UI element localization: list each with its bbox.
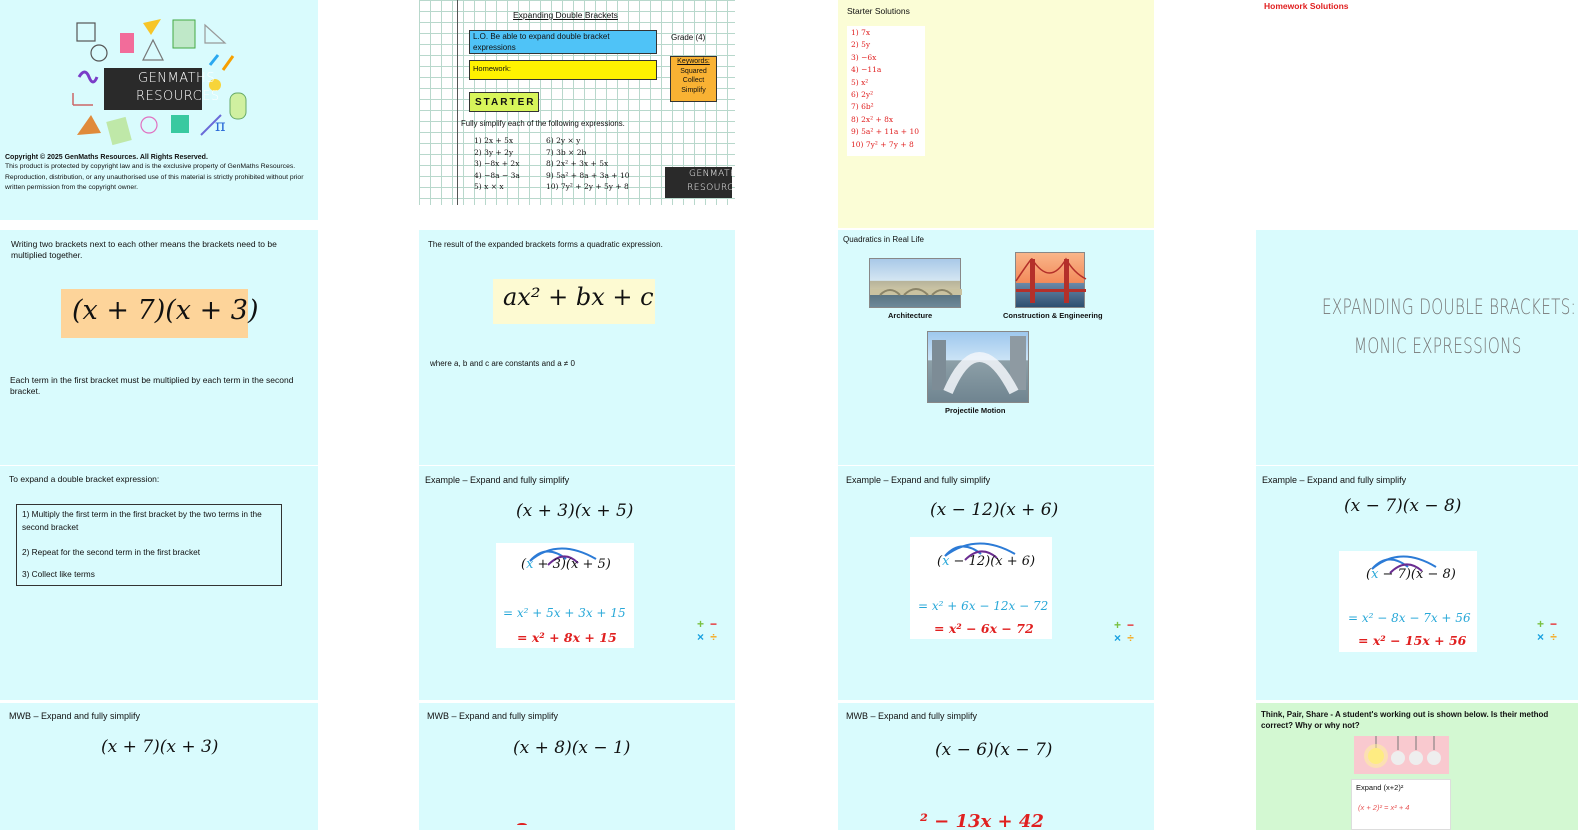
solution-item: 10) 7y² + 7y + 8: [851, 139, 914, 149]
mwb-title: MWB – Expand and fully simplify: [427, 711, 559, 721]
times-icon: ×: [1536, 630, 1544, 644]
question-item: 4) −8a − 3a: [474, 170, 520, 180]
working-line-1: = x² + 5x + 3x + 15: [503, 606, 626, 620]
method-slide: [0, 466, 318, 700]
mwb-slide-1: [0, 703, 318, 830]
mwb-answer-fragment: [517, 823, 527, 827]
mwb-question: (x + 8)(x − 1): [513, 738, 631, 758]
question-item: 3) −8x + 2x: [474, 159, 520, 168]
divide-icon: ÷: [1127, 631, 1134, 645]
method-intro: To expand a double bracket expression:: [9, 474, 160, 484]
student-work-title: Expand (x+2)²: [1356, 783, 1404, 792]
example-slide-3: [1256, 466, 1578, 700]
working-expression: (x + 3)(x + 5): [521, 557, 611, 572]
svg-text:π: π: [215, 116, 226, 135]
caption-projectile: Projectile Motion: [945, 406, 1006, 415]
homework-solutions-title: Homework Solutions: [1264, 1, 1349, 11]
mwb-partial-answer: ² − 13x + 42: [920, 811, 1044, 832]
solution-item: 4) −11a: [851, 65, 882, 75]
keywords-title: Keywords:: [677, 58, 710, 65]
title-line-1: EXPANDING DOUBLE BRACKETS:: [1322, 295, 1577, 319]
homework-label: Homework:: [473, 64, 511, 73]
minus-icon: −: [1549, 617, 1557, 631]
solution-item: 1) 7x: [851, 28, 871, 37]
solutions-list: [847, 26, 925, 156]
keywords-box: [670, 56, 717, 102]
homework-solutions-slide: [1256, 0, 1578, 228]
starter-solutions-slide: [838, 0, 1154, 228]
working-first-term: x: [942, 554, 950, 569]
fountain-photo: [927, 331, 1029, 403]
keyword-item: Collect: [682, 77, 705, 84]
working-rest: − 7)(x − 8): [1378, 567, 1456, 582]
cover-logo: [104, 68, 220, 110]
starter-slide: [419, 0, 747, 205]
cover-logo-line1: GENMATHS: [138, 71, 216, 86]
plus-icon: +: [1536, 617, 1544, 631]
working-line-1: = x² − 8x − 7x + 56: [1348, 611, 1471, 625]
working-rest: − 12)(x + 6): [949, 554, 1036, 569]
working-line-2: = x² − 6x − 72: [934, 621, 1034, 636]
cover-logo-line2: RESOURCES: [136, 89, 220, 104]
quadratic-text-1: The result of the expanded brackets forms a quadratic expression.: [428, 240, 663, 249]
operators-icon: [1534, 618, 1560, 644]
example-title: Example – Expand and fully simplify: [1262, 475, 1407, 485]
working-expression: (x − 12)(x + 6): [937, 554, 1036, 569]
caption-architecture: Architecture: [888, 311, 933, 320]
caption-construction: Construction & Engineering: [1003, 311, 1103, 320]
solution-item: 7) 6b²: [851, 102, 874, 112]
starter-title: Expanding Double Brackets: [513, 10, 618, 20]
real-life-title: Quadratics in Real Life: [843, 235, 924, 244]
divide-icon: ÷: [710, 630, 717, 644]
divide-icon: ÷: [1550, 630, 1557, 644]
method-step-1: 1) Multiply the first term in the first bracket by the two terms in the second bracket: [22, 509, 262, 532]
starter-questions-right: [546, 135, 630, 193]
student-work-line: (x + 2)² = x² + 4: [1358, 803, 1410, 812]
question-item: 8) 2x² + 3x + 5x: [546, 159, 609, 168]
question-item: 2) 3y + 2y: [474, 147, 514, 157]
real-life-slide: [838, 230, 1154, 465]
copyright-title: Copyright © 2025 GenMaths Resources. All Rights Reserved.: [5, 154, 208, 161]
question-item: 1) 2x + 5x: [474, 136, 514, 145]
plus-icon: +: [696, 617, 704, 631]
title-slide: [1256, 230, 1578, 465]
golden-gate-photo: [1015, 252, 1085, 308]
example-title: Example – Expand and fully simplify: [425, 475, 570, 485]
operators-icon: [694, 618, 720, 644]
starter-logo-line2: RESOURCES: [687, 183, 747, 193]
working-line-1: = x² + 6x − 12x − 72: [918, 599, 1049, 613]
keyword-item: Simplify: [681, 86, 706, 94]
title-line-2: MONIC EXPRESSIONS: [1354, 334, 1522, 358]
minus-icon: −: [709, 617, 717, 631]
working-rest: + 3)(x + 5): [533, 557, 611, 572]
starter-questions-left: [474, 135, 520, 193]
solution-item: 6) 2y²: [851, 90, 874, 100]
starter-solutions-title: Starter Solutions: [847, 6, 910, 16]
mwb-title: MWB – Expand and fully simplify: [9, 711, 141, 721]
example-slide-1: [419, 466, 735, 700]
mwb-title: MWB – Expand and fully simplify: [846, 711, 978, 721]
example-slide-2: [838, 466, 1154, 700]
student-work-card: [1351, 779, 1451, 830]
example-question: (x + 3)(x + 5): [516, 501, 634, 521]
mwb-slide-2: [419, 703, 735, 830]
example-question: (x − 7)(x − 8): [1344, 496, 1462, 516]
operators-icon: [1111, 619, 1137, 645]
intro-expression: (x + 7)(x + 3): [72, 295, 259, 326]
minus-icon: −: [1126, 618, 1134, 632]
mwb-question: (x − 6)(x − 7): [935, 740, 1053, 760]
quadratic-slide: [419, 230, 735, 465]
starter-margin-line: [457, 0, 458, 205]
method-step-2: 2) Repeat for the second term in the first bracket: [22, 547, 201, 557]
starter-label-box: [469, 92, 539, 112]
working-line-2: = x² + 8x + 15: [517, 630, 617, 645]
starter-label: STARTER: [475, 97, 536, 108]
question-item: 7) 3b × 2b: [546, 147, 587, 157]
working-first-term: x: [1371, 567, 1379, 582]
quadratic-text-2: where a, b and c are constants and a ≠ 0: [430, 359, 575, 368]
starter-logo-line1: GENMATHS: [689, 169, 744, 179]
think-pair-share-slide: [1256, 703, 1578, 830]
lightbulb-icon: [1354, 736, 1449, 774]
grade-label: Grade (4): [671, 33, 706, 42]
starter-logo: [665, 167, 747, 198]
solution-item: 2) 5y: [851, 40, 871, 50]
intro-text-2: Each term in the first bracket must be multiplied by each term in the second bracket.: [10, 375, 294, 396]
lo-text: L.O. Be able to expand double bracket expressions: [473, 32, 610, 52]
quadratic-formula: ax² + bx + c: [503, 283, 654, 311]
example-question: (x − 12)(x + 6): [930, 500, 1059, 520]
example-title: Example – Expand and fully simplify: [846, 475, 991, 485]
lo-box: [469, 30, 657, 54]
question-item: 9) 5a² + 8a + 3a + 10: [546, 170, 630, 180]
solution-item: 3) −6x: [851, 52, 877, 62]
mwb-slide-3: [838, 703, 1154, 830]
lightbulbs-image: [1354, 736, 1449, 774]
question-item: 10) 7y² + 2y + 5y + 8: [546, 182, 629, 191]
working-expression: (x − 7)(x − 8): [1366, 567, 1456, 582]
question-item: 5) x × x: [474, 182, 504, 191]
times-icon: ×: [1113, 631, 1121, 645]
tps-text: Think, Pair, Share - A student's working out is shown below. Is their method correct? Why or why not?: [1261, 710, 1549, 730]
solution-item: 8) 2x² + 8x: [851, 114, 894, 124]
method-step-3: 3) Collect like terms: [22, 569, 95, 579]
homework-box: [469, 60, 657, 80]
times-icon: ×: [696, 630, 704, 644]
question-item: 6) 2y × y: [546, 136, 581, 145]
plus-icon: +: [1113, 618, 1121, 632]
starter-instruction: Fully simplify each of the following expressions.: [461, 119, 625, 128]
intro-text-1: Writing two brackets next to each other means the brackets need to be multiplied together.: [11, 239, 277, 260]
bridge-photo: [869, 258, 961, 308]
keyword-item: Squared: [680, 67, 707, 75]
copyright-body: This product is protected by copyright law and is the exclusive property of GenMaths Resources. Reproduction, distribution, or any unauthorised use of this material is strictly prohibited without prior written permission from the copyright owner.: [5, 163, 304, 191]
cover-slide: [0, 0, 318, 220]
mwb-question: (x + 7)(x + 3): [101, 737, 219, 757]
solution-item: 9) 5a² + 11a + 10: [851, 127, 919, 137]
intro-slide: [0, 230, 318, 465]
working-line-2: = x² − 15x + 56: [1358, 633, 1467, 648]
solution-item: 5) x²: [851, 77, 869, 87]
working-first-term: x: [526, 557, 534, 572]
